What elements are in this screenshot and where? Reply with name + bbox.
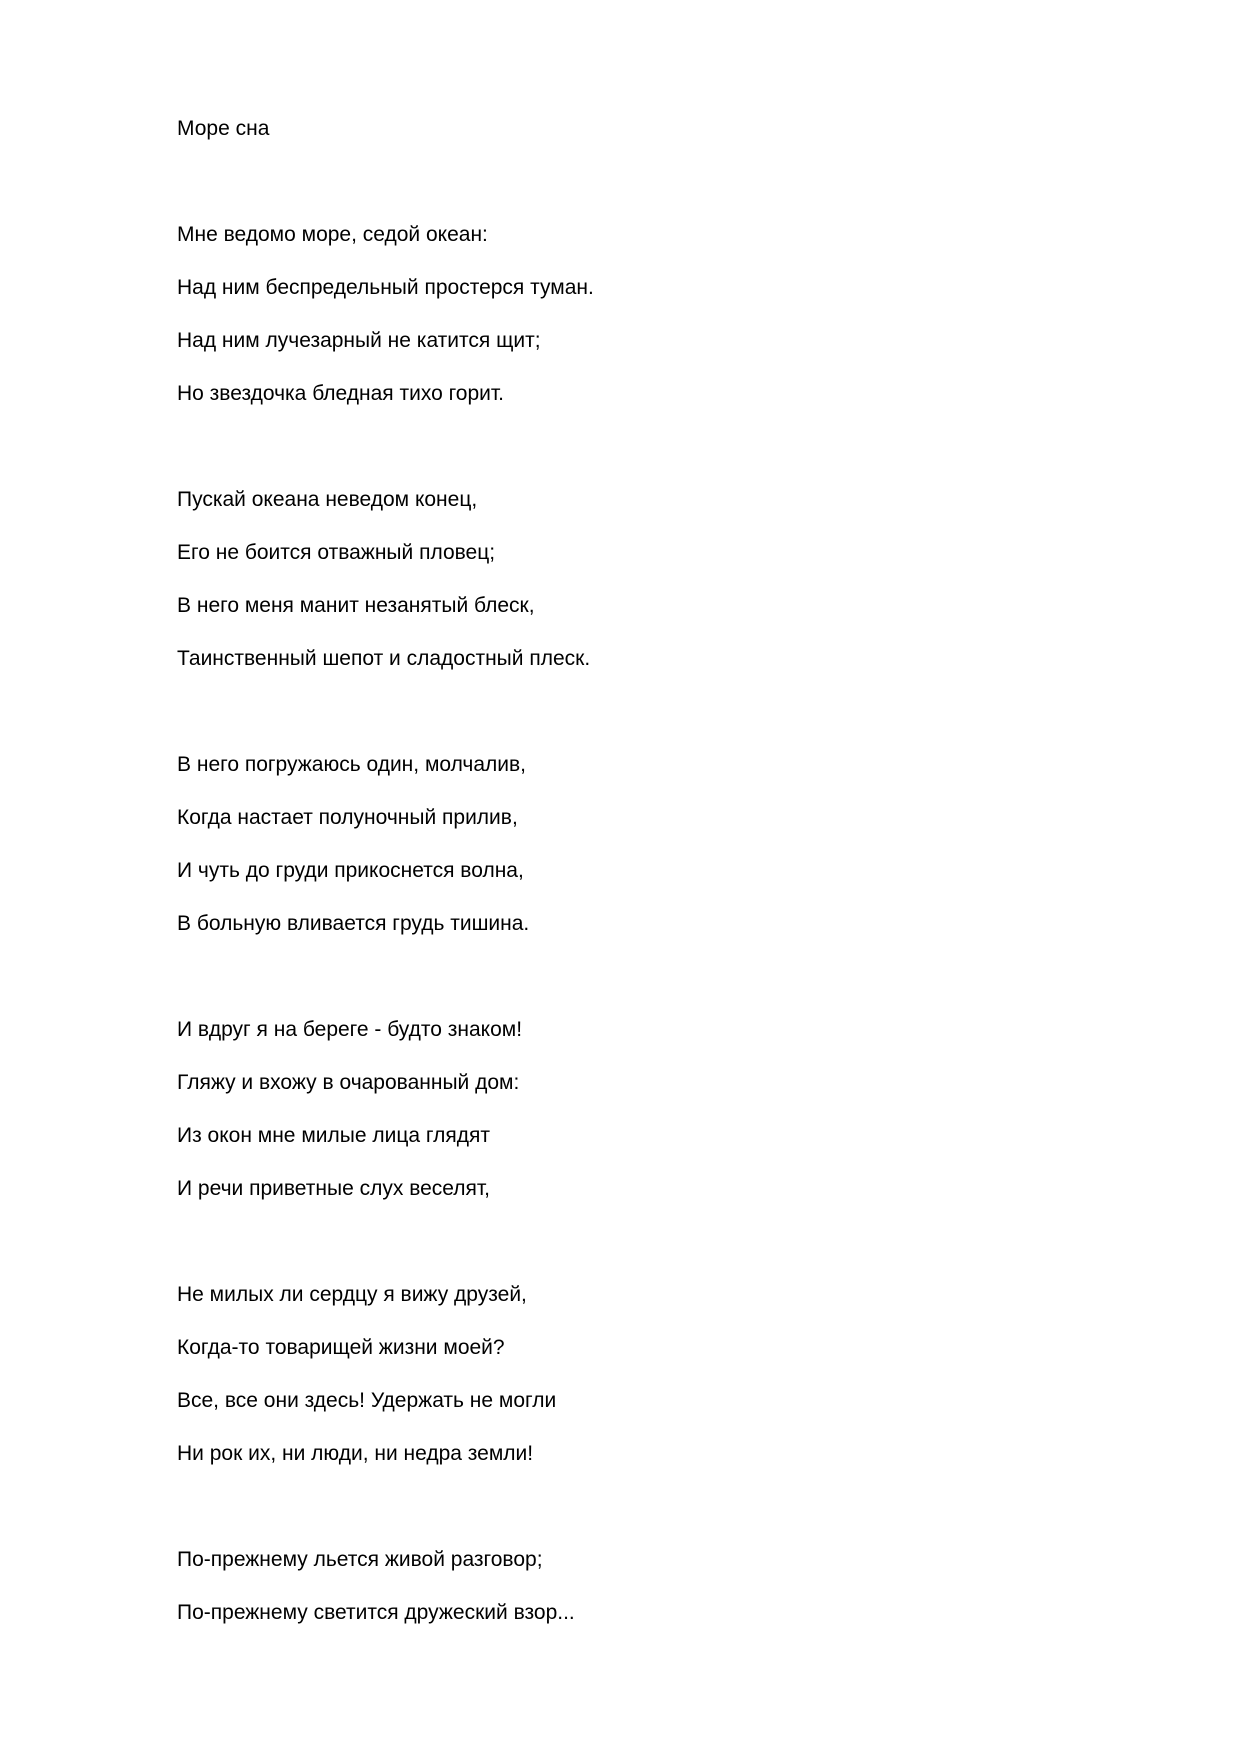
poem-title: Море сна [177,117,270,140]
stanza-1 [177,224,1077,405]
poem-body [177,118,1077,1708]
poem-line: И речи приветные слух веселят, [177,1177,491,1200]
poem-line: Ни рок их, ни люди, ни недра земли! [177,1442,534,1465]
poem-line: И чуть до груди прикоснется волна, [177,859,524,882]
poem-line: Гляжу и вхожу в очарованный дом: [177,1071,520,1094]
poem-line: Мне ведомо море, седой океан: [177,223,488,246]
poem-line: По-прежнему льется живой разговор; [177,1548,543,1571]
poem-line: Когда настает полуночный прилив, [177,806,518,829]
poem-line: В больную вливается грудь тишина. [177,912,530,935]
stanza-5 [177,1284,1077,1465]
poem-line: Когда-то товарищей жизни моей? [177,1336,505,1359]
poem-line: По-прежнему светится дружеский взор... [177,1601,575,1624]
stanza-6 [177,1549,1077,1624]
poem-line: Его не боится отважный пловец; [177,541,496,564]
poem-line: Таинственный шепот и сладостный плеск. [177,647,591,670]
poem-line: Из окон мне милые лица глядят [177,1124,490,1147]
poem-line: Над ним беспредельный простерся туман. [177,276,594,299]
stanza-3 [177,754,1077,935]
poem-line: Над ним лучезарный не катится щит; [177,329,541,352]
poem-line: Пускай океана неведом конец, [177,488,478,511]
stanza-2 [177,489,1077,670]
poem-line: В него меня манит незанятый блеск, [177,594,535,617]
poem-line: В него погружаюсь один, молчалив, [177,753,526,776]
stanza-4 [177,1019,1077,1200]
poem-line: Все, все они здесь! Удержать не могли [177,1389,557,1412]
poem-line: Но звездочка бледная тихо горит. [177,382,505,405]
poem-line: Не милых ли сердцу я вижу друзей, [177,1283,527,1306]
poem-line: И вдруг я на береге - будто знаком! [177,1018,523,1041]
